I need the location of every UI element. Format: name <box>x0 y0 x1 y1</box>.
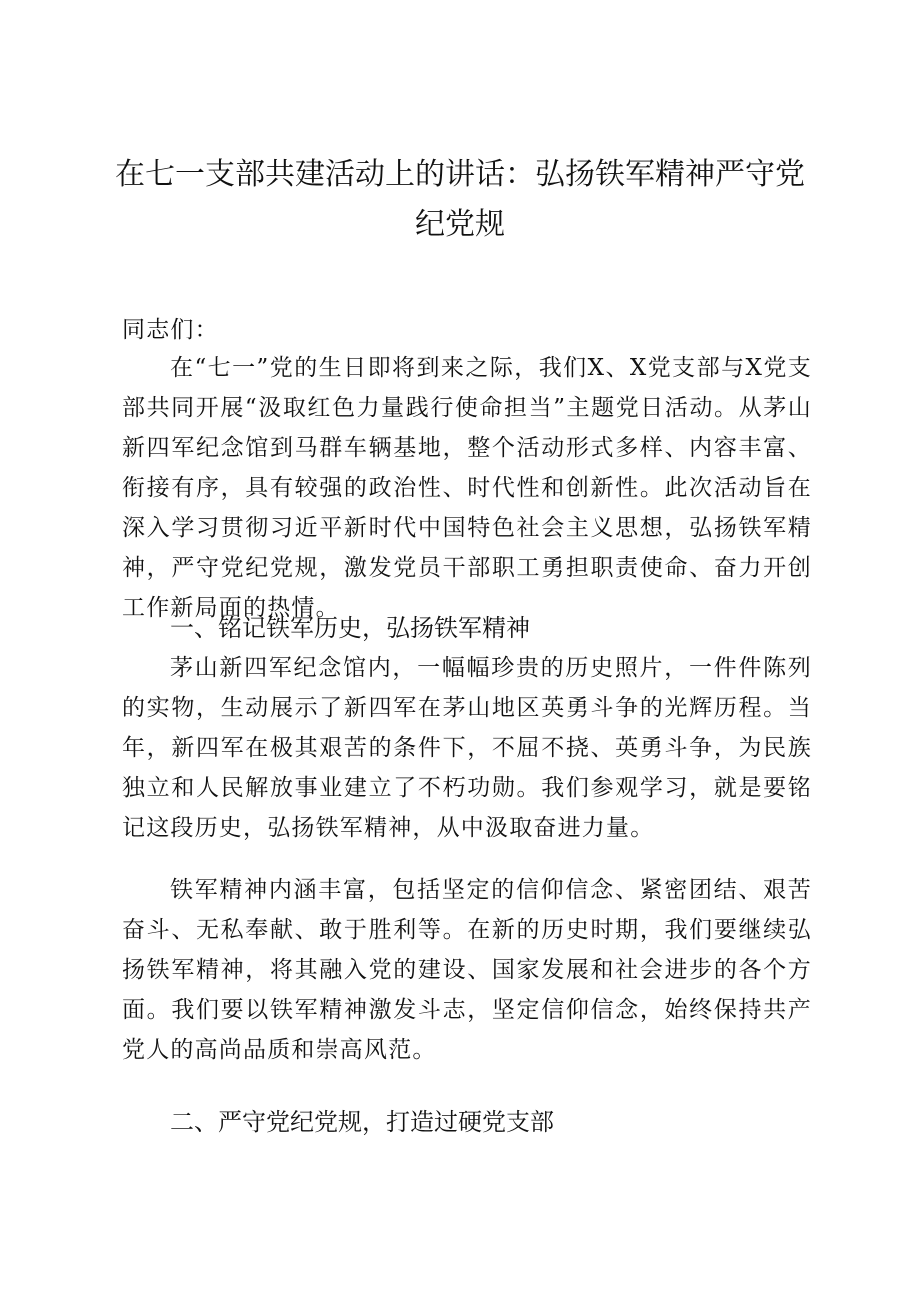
salutation: 同志们： <box>122 317 219 343</box>
section-2-heading: 二、严守党纪党规，打造过硬党支部 <box>170 1108 554 1136</box>
document-title: 在七一支部共建活动上的讲话：弘扬铁军精神严守党纪党规 <box>115 157 805 242</box>
section-1-paragraph-2: 铁军精神内涵丰富，包括坚定的信仰信念、紧密团结、艰苦奋斗、无私奉献、敢于胜利等。在新的历史时期，我们要继续弘扬铁军精神，将其融入党的建设、国家发展和社会进步的各个方面。我们要以铁军精神激发斗志，坚定信仰信念，始终保持共产党人的高尚品质和崇高风范。 <box>122 877 812 1063</box>
section-1-paragraph-1: 茅山新四军纪念馆内，一幅幅珍贵的历史照片，一件件陈列的实物，生动展示了新四军在茅山地区英勇斗争的光辉历程。当年，新四军在极其艰苦的条件下，不屈不挠、英勇斗争，为民族独立和人民解放事业建立了不朽功勋。我们参观学习，就是要铭记这段历史，弘扬铁军精神，从中汲取奋进力量。 <box>122 655 812 841</box>
intro-paragraph: 在“七一”党的生日即将到来之际，我们X、X党支部与X党支部共同开展“汲取红色力量践行使命担当”主题党日活动。从茅山新四军纪念馆到马群车辆基地，整个活动形式多样、内容丰富、衔接有序，具有较强的政治性、时代性和创新性。此次活动旨在深入学习贯彻习近平新时代中国特色社会主义思想，弘扬铁军精神，严守党纪党规，激发党员干部职工勇担职责使命、奋力开创工作新局面的热情。 <box>122 355 812 621</box>
section-1-heading: 一、铭记铁军历史，弘扬铁军精神 <box>170 614 530 642</box>
